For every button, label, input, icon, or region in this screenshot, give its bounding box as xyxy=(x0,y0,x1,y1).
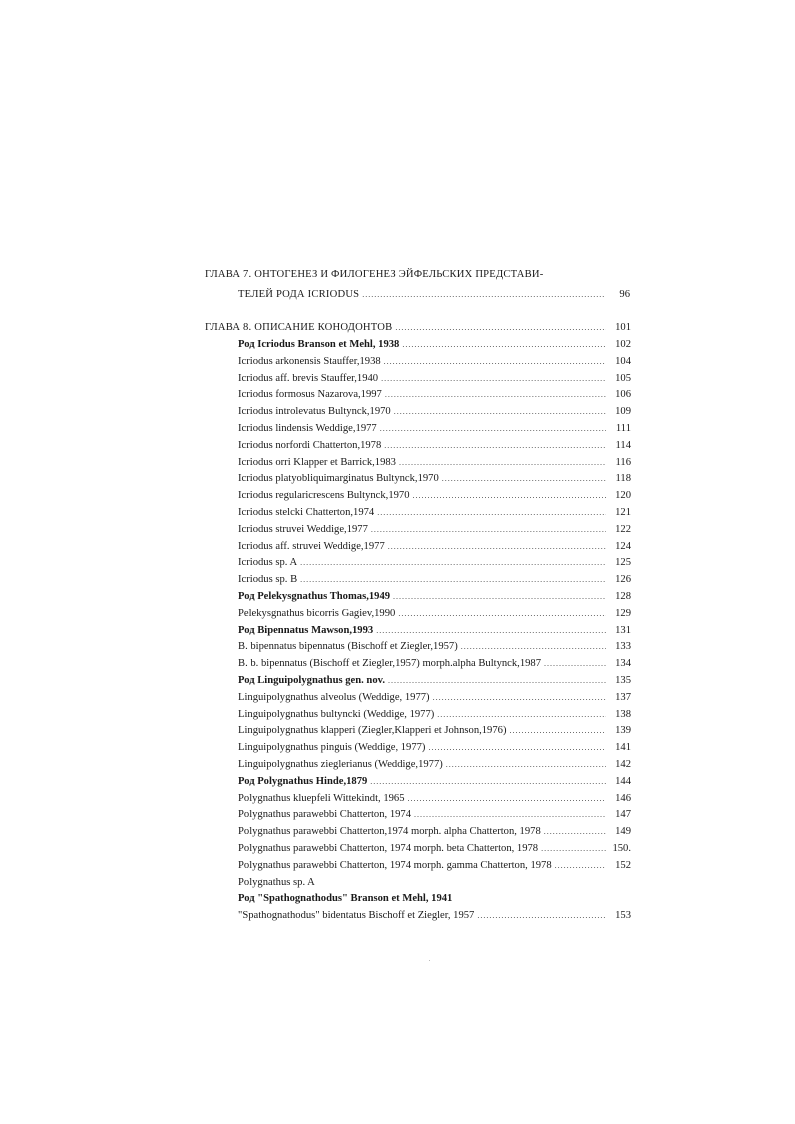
toc-species-entry[interactable] xyxy=(238,908,631,923)
toc-chapter7-line1 xyxy=(205,267,625,282)
toc-species-entry[interactable] xyxy=(238,858,631,873)
entry-page: 133 xyxy=(615,641,631,653)
toc-species-entry[interactable] xyxy=(238,824,631,839)
entry-title: Icriodus arkonensis Stauffer,1938 xyxy=(238,355,381,367)
entry-page: 111 xyxy=(615,423,631,434)
entry-page: 125 xyxy=(615,557,631,569)
toc-species-entry[interactable] xyxy=(238,707,631,722)
entry-title: Linguipolygnathus alveolus (Weddige, 1977) xyxy=(238,691,430,703)
entry-title: "Spathognathodus" bidentatus Bischoff et Ziegler, 1957 xyxy=(238,910,475,922)
toc-genus-entry[interactable] xyxy=(238,589,631,604)
entry-title: Polygnathus parawebbi Chatterton,1974 morph. alpha Chatterton, 1978 xyxy=(238,826,541,838)
toc-species-entry[interactable] xyxy=(238,690,631,705)
entry-title: Род Polygnathus Hinde,1879 xyxy=(238,775,368,787)
leader-dots xyxy=(442,471,606,486)
entry-page: 105 xyxy=(615,372,631,384)
leader-dots xyxy=(385,387,606,402)
toc-species-entry[interactable] xyxy=(238,791,631,806)
entry-page: 118 xyxy=(615,473,631,485)
leader-dots xyxy=(362,287,605,302)
entry-page: 120 xyxy=(615,490,631,502)
leader-dots xyxy=(381,371,606,386)
entry-page: 149 xyxy=(615,826,631,838)
toc-species-entry[interactable] xyxy=(238,488,631,503)
leader-dots xyxy=(370,774,606,789)
entry-page: 134 xyxy=(615,658,631,670)
entry-title: Icriodus sp. A xyxy=(238,557,298,569)
toc-species-entry[interactable] xyxy=(238,572,631,587)
entry-page: 122 xyxy=(615,523,631,535)
toc-species-entry[interactable] xyxy=(238,455,631,470)
entry-page: 142 xyxy=(615,759,631,770)
entry-title: Icriodus platyobliquimarginatus Bultynck,1970 xyxy=(238,473,439,485)
toc-species-entry[interactable] xyxy=(238,421,631,436)
entry-title: B. b. bipennatus (Bischoff et Ziegler,1957) morph.alpha Bultynck,1987 xyxy=(238,658,542,670)
leader-dots xyxy=(399,455,606,470)
chapter7-title-line1: ГЛАВА 7. ОНТОГЕНЕЗ И ФИЛОГЕНЕЗ ЭЙФЕЛЬСКИХ ПРЕДСТАВИ- xyxy=(205,269,544,280)
leader-dots xyxy=(433,690,606,705)
toc-chapter8[interactable] xyxy=(205,320,631,335)
entry-title: Icriodus introlevatus Bultynck,1970 xyxy=(238,406,391,418)
toc-genus-entry[interactable] xyxy=(238,623,631,638)
toc-species-entry[interactable] xyxy=(238,606,631,621)
entry-title: Icriodus stelcki Chatterton,1974 xyxy=(238,507,375,518)
entry-title: Polygnathus parawebbi Chatterton, 1974 xyxy=(238,809,412,821)
leader-dots xyxy=(384,438,606,453)
leader-dots xyxy=(393,589,606,604)
toc-species-entry[interactable] xyxy=(238,471,631,486)
toc-species-entry[interactable] xyxy=(238,555,631,570)
entry-page: 109 xyxy=(615,406,631,418)
leader-dots xyxy=(376,623,606,638)
entry-title: Род Linguipolygnathus gen. nov. xyxy=(238,675,385,686)
toc-species-entry[interactable] xyxy=(238,387,631,402)
leader-dots xyxy=(398,606,606,621)
entry-title: Polygnathus sp. A xyxy=(238,876,315,888)
entry-page: 144 xyxy=(615,775,631,787)
entry-page: 104 xyxy=(615,355,631,367)
leader-dots xyxy=(544,656,606,671)
leader-dots xyxy=(461,639,606,654)
entry-page: 106 xyxy=(615,389,631,401)
leader-dots xyxy=(414,807,606,822)
leader-dots xyxy=(300,572,606,587)
entry-page: 126 xyxy=(615,574,631,586)
leader-dots xyxy=(541,841,606,856)
entry-page: 114 xyxy=(615,439,631,451)
entry-page: 138 xyxy=(615,708,631,720)
entry-title: Pelekysgnathus bicorris Gagiev,1990 xyxy=(238,607,396,619)
toc-species-entry[interactable] xyxy=(238,522,631,537)
toc-genus-entry[interactable] xyxy=(238,774,631,789)
entry-title: Icriodus sp. B xyxy=(238,574,298,586)
entry-title: Icriodus lindensis Weddige,1977 xyxy=(238,423,377,434)
toc-genus-entry[interactable] xyxy=(238,337,631,352)
toc-species-entry[interactable] xyxy=(238,639,631,654)
toc-species-entry[interactable] xyxy=(238,505,631,520)
toc-species-entry[interactable] xyxy=(238,371,631,386)
toc-species-entry[interactable] xyxy=(238,841,631,856)
entry-page: 141 xyxy=(615,742,631,754)
entry-page: 102 xyxy=(615,339,631,350)
leader-dots xyxy=(300,555,606,570)
entry-title: Icriodus aff. struvei Weddige,1977 xyxy=(238,540,385,552)
leader-dots xyxy=(388,673,606,688)
leader-dots xyxy=(446,757,606,772)
entry-title: Polygnathus parawebbi Chatterton, 1974 morph. beta Chatterton, 1978 xyxy=(238,843,539,854)
toc-genus-entry[interactable] xyxy=(238,673,631,688)
toc-species-entry[interactable] xyxy=(238,740,631,755)
leader-dots xyxy=(555,858,606,873)
leader-dots xyxy=(509,723,606,738)
entry-title: Icriodus regularicrescens Bultynck,1970 xyxy=(238,490,410,502)
leader-dots xyxy=(428,740,606,755)
toc-species-entry[interactable] xyxy=(238,875,631,890)
chapter8-page: 101 xyxy=(615,322,631,333)
entry-title: Icriodus norfordi Chatterton,1978 xyxy=(238,439,382,451)
entry-title: Icriodus aff. brevis Stauffer,1940 xyxy=(238,372,379,384)
entry-page: 147 xyxy=(615,809,631,821)
entry-page: 129 xyxy=(615,607,631,619)
entry-title: Icriodus struvei Weddige,1977 xyxy=(238,523,368,535)
leader-dots xyxy=(388,539,606,554)
toc-species-entry[interactable] xyxy=(238,757,631,772)
leader-dots xyxy=(395,320,606,335)
chapter8-title: ГЛАВА 8. ОПИСАНИЕ КОНОДОНТОВ xyxy=(205,322,393,333)
entry-title: Род Icriodus Branson et Mehl, 1938 xyxy=(238,339,400,350)
entry-page: 128 xyxy=(615,591,631,602)
toc-species-entry[interactable] xyxy=(238,354,631,369)
scan-speck xyxy=(429,960,430,961)
leader-dots xyxy=(377,505,606,520)
entry-title: B. bipennatus bipennatus (Bischoff et Ziegler,1957) xyxy=(238,641,458,653)
entry-page: 137 xyxy=(615,691,631,703)
leader-dots xyxy=(384,354,606,369)
entry-page: 135 xyxy=(615,675,631,686)
toc-genus-entry[interactable] xyxy=(238,891,631,906)
toc-species-entry[interactable] xyxy=(238,438,631,453)
leader-dots xyxy=(380,421,606,436)
toc-species-entry[interactable] xyxy=(238,404,631,419)
entry-page: 146 xyxy=(615,792,631,804)
entry-title: Linguipolygnathus zieglerianus (Weddige,1977) xyxy=(238,759,443,770)
entry-page: 152 xyxy=(615,859,631,871)
entry-title: Linguipolygnathus pinguis (Weddige, 1977) xyxy=(238,742,426,754)
leader-dots xyxy=(394,404,606,419)
leader-dots xyxy=(371,522,606,537)
entry-title: Linguipolygnathus bultyncki (Weddige, 1977) xyxy=(238,708,435,720)
entry-title: Род "Spathognathodus" Branson et Mehl, 1941 xyxy=(238,893,453,905)
entry-title: Polygnathus kluepfeli Wittekindt, 1965 xyxy=(238,792,405,804)
leader-dots xyxy=(413,488,606,503)
entry-title: Icriodus formosus Nazarova,1997 xyxy=(238,389,382,401)
leader-dots xyxy=(544,824,606,839)
entry-title: Linguipolygnathus klapperi (Ziegler,Klapperi et Johnson,1976) xyxy=(238,725,507,737)
entry-page: 116 xyxy=(615,456,631,468)
toc-chapter7-line2[interactable] xyxy=(238,287,630,302)
leader-dots xyxy=(408,791,606,806)
entry-page: 121 xyxy=(615,507,631,518)
entry-title: Род Bipennatus Mawson,1993 xyxy=(238,624,374,636)
entry-page: 124 xyxy=(615,540,631,552)
entry-title: Polygnathus parawebbi Chatterton, 1974 morph. gamma Chatterton, 1978 xyxy=(238,859,552,871)
toc-species-entry[interactable] xyxy=(238,807,631,822)
entry-page: 150. xyxy=(612,843,631,854)
entry-page: 153 xyxy=(615,910,631,922)
entry-page: 131 xyxy=(615,624,631,636)
toc-species-entry[interactable] xyxy=(238,723,631,738)
leader-dots xyxy=(402,337,606,352)
toc-species-entry[interactable] xyxy=(238,539,631,554)
chapter7-page: 96 xyxy=(619,289,630,300)
chapter7-title-line2: ТЕЛЕЙ РОДА ICRIODUS xyxy=(238,289,360,300)
entry-title: Icriodus orri Klapper et Barrick,1983 xyxy=(238,456,396,468)
entry-page: 139 xyxy=(615,725,631,737)
toc-species-entry[interactable] xyxy=(238,656,631,671)
entry-title: Род Pelekysgnathus Thomas,1949 xyxy=(238,591,391,602)
leader-dots xyxy=(437,707,606,722)
leader-dots xyxy=(477,908,606,923)
